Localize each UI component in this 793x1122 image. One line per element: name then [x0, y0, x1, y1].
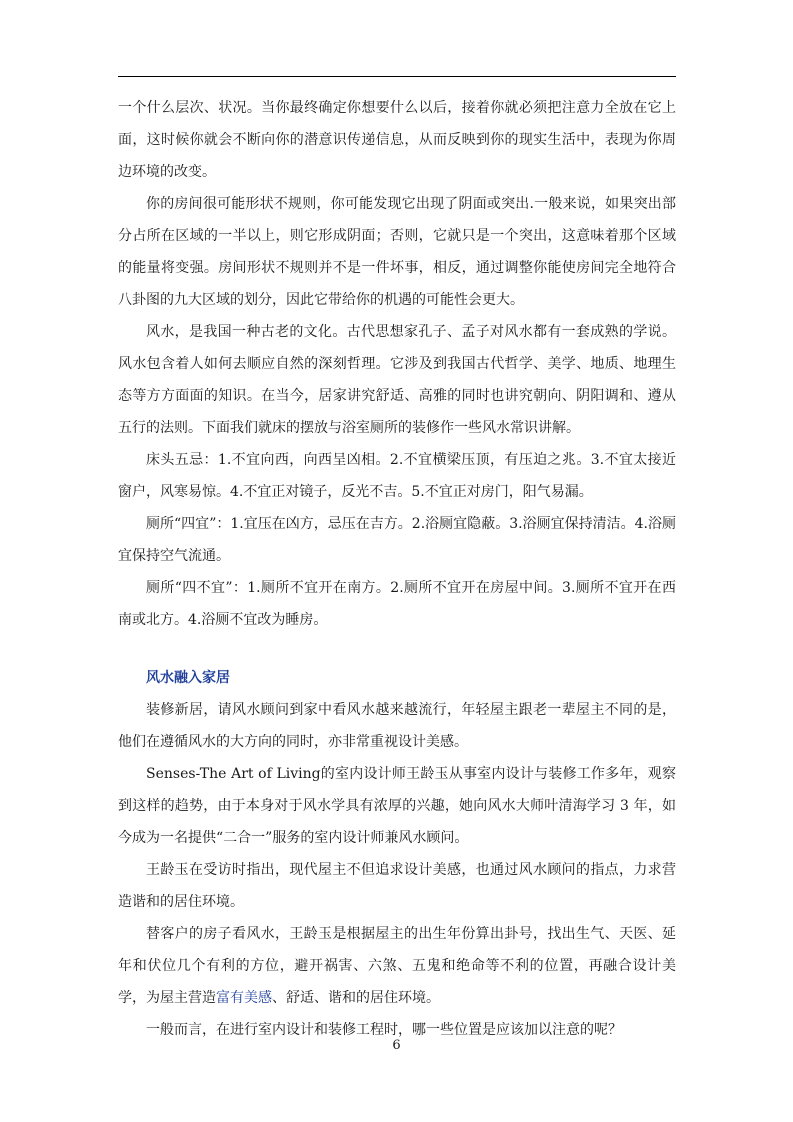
paragraph-text-before-link: 替客户的房子看风水，王龄玉是根据屋主的出生年份算出卦号，找出生气、天医、延年和伏位几个有利的方位，避开祸害、六煞、五鬼和绝命等不利的位置，再融合设计美学，为屋主营造	[118, 926, 676, 1006]
paragraph-fengshui-intro: 风水，是我国一种古老的文化。古代思想家孔子、孟子对风水都有一套成熟的学说。风水包含着人如何去顺应自然的深刻哲理。它涉及到我国古代哲学、美学、地质、地理生态等方方面面的知识。在当今，居家讲究舒适、高雅的同时也讲究朝向、阴阳调和、遵从五行的法则。下面我们就床的摆放与浴室厕所的装修作一些风水常识讲解。	[118, 324, 676, 436]
section-heading: 风水融入家居	[146, 670, 230, 686]
paragraph-irregular-room: 你的房间很可能形状不规则，你可能发现它出现了阴面或突出.一般来说，如果突出部分占所在区域的一半以上，则它形成阴面；否则，它就只是一个突出，这意味着那个区域的能量将变强。房间形状不规则并不是一件坏事，相反，通过调整你能使房间完全地符合八卦图的九大区域的划分，因此它带给你的机遇的可能性会更大。	[118, 196, 676, 308]
paragraph-interview: 王龄玉在受访时指出，现代屋主不但追求设计美感，也通过风水顾问的指点，力求营造谐和的居住环境。	[118, 862, 676, 910]
paragraph-continuation: 一个什么层次、状况。当你最终确定你想要什么以后，接着你就必须把注意力全放在它上面，这时候你就会不断向你的潜意识传递信息，从而反映到你的现实生活中，表现为你周边环境的改变。	[118, 100, 676, 180]
paragraph-toilet-four-donts: 厕所“四不宜”：1.厕所不宜开在南方。2.厕所不宜开在房屋中间。3.厕所不宜开在西南或北方。4.浴厕不宜改为睡房。	[118, 580, 676, 628]
document-body	[118, 92, 676, 1046]
paragraph-toilet-four-dos: 厕所“四宜”：1.宜压在凶方，忌压在吉方。2.浴厕宜隐蔽。3.浴厕宜保持清洁。4.浴厕宜保持空气流通。	[118, 516, 676, 564]
header-rule	[118, 76, 676, 77]
page-number: 6	[392, 1038, 401, 1053]
paragraph-text-after-link: 、舒适、谐和的居住环境。	[272, 990, 440, 1006]
paragraph-client-homes	[118, 918, 676, 1014]
section-spacer	[118, 636, 676, 662]
paragraph-question: 一般而言，在进行室内设计和装修工程时，哪一些位置是应该加以注意的呢？	[146, 1022, 622, 1038]
paragraph-designer: Senses-The Art of Living的室内设计师王龄玉从事室内设计与装修工作多年，观察到这样的趋势，由于本身对于风水学具有浓厚的兴趣，她向风水大师叶清海学习 3 年，如今成为一名提供“二合一”服务的室内设计师兼风水顾问。	[118, 766, 676, 846]
aesthetic-link[interactable]: 富有美感	[216, 990, 272, 1006]
paragraph-new-home: 装修新居，请风水顾问到家中看风水越来越流行，年轻屋主跟老一辈屋主不同的是，他们在遵循风水的大方向的同时，亦非常重视设计美感。	[118, 702, 676, 750]
paragraph-bed-five-taboos: 床头五忌：1.不宜向西，向西呈凶相。2.不宜横梁压顶，有压迫之兆。3.不宜太接近窗户，风寒易惊。4.不宜正对镜子，反光不吉。5.不宜正对房门，阳气易漏。	[118, 452, 676, 500]
